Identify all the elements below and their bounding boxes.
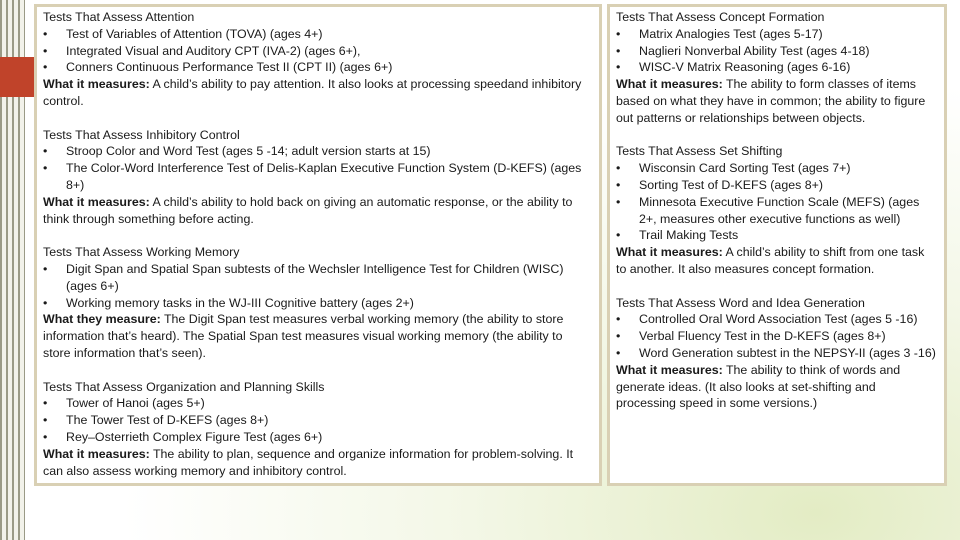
list-item: • Stroop Color and Word Test (ages 5 -14; adult version starts at 15) — [43, 144, 431, 159]
list-item: • Word Generation subtest in the NEPSY-II (ages 3 -16) — [616, 345, 936, 360]
section-working-memory — [43, 244, 593, 362]
list-item: • Tower of Hanoi (ages 5+) — [43, 396, 205, 411]
section-heading: Tests That Assess Organization and Planning Skills — [43, 379, 325, 394]
list-item: • Sorting Test of D-KEFS (ages 8+) — [616, 177, 823, 192]
bullet-icon: • — [616, 177, 621, 192]
section-heading: Tests That Assess Attention — [43, 10, 195, 24]
list-item: • Rey–Osterrieth Complex Figure Test (ages 6+) — [43, 429, 323, 444]
measure-paragraph — [43, 76, 593, 110]
bullet-icon: • — [43, 43, 48, 58]
bullet-icon: • — [616, 26, 621, 41]
test-list — [43, 395, 593, 445]
bullet-icon: • — [616, 228, 621, 243]
section-concept-formation — [616, 9, 938, 127]
bullet-icon: • — [616, 312, 621, 327]
measure-paragraph — [616, 362, 938, 412]
bullet-icon: • — [43, 60, 48, 75]
test-list — [43, 261, 593, 311]
measure-label: What it measures: — [43, 446, 150, 461]
list-item: • Matrix Analogies Test (ages 5-17) — [616, 26, 823, 41]
section-organization-planning — [43, 379, 593, 480]
bullet-icon: • — [43, 413, 48, 428]
measure-label: What it measures: — [43, 77, 150, 92]
measure-label: What it measures: — [616, 245, 723, 260]
section-heading: Tests That Assess Word and Idea Generation — [616, 295, 865, 310]
measure-text: A child’s ability to shift from one task to another. It also measures concept formation. — [616, 245, 925, 276]
bullet-icon: • — [43, 295, 48, 310]
section-heading: Tests That Assess Working Memory — [43, 245, 240, 260]
bullet-icon: • — [43, 26, 48, 41]
list-item: • Integrated Visual and Auditory CPT (IVA-2) (ages 6+), — [43, 43, 361, 58]
measure-label: What it measures: — [43, 194, 150, 209]
bullet-icon: • — [616, 194, 621, 209]
bullet-icon: • — [43, 161, 48, 176]
measure-paragraph — [43, 446, 593, 480]
list-item: • WISC-V Matrix Reasoning (ages 6-16) — [616, 60, 851, 75]
measure-paragraph — [616, 76, 938, 126]
section-inhibitory-control — [43, 127, 593, 228]
test-list — [616, 160, 938, 244]
measure-label: What they measure: — [43, 312, 161, 327]
list-item: • Wisconsin Card Sorting Test (ages 7+) — [616, 161, 851, 176]
section-set-shifting — [616, 143, 938, 277]
bullet-icon: • — [616, 43, 621, 58]
list-item: • Conners Continuous Performance Test II (CPT II) (ages 6+) — [43, 60, 393, 75]
section-attention — [43, 9, 593, 110]
list-item: • Test of Variables of Attention (TOVA) (ages 4+) — [43, 26, 323, 41]
measure-paragraph — [43, 194, 593, 228]
right-panel — [607, 4, 947, 486]
section-heading: Tests That Assess Inhibitory Control — [43, 127, 240, 142]
accent-block — [0, 57, 34, 97]
measure-text: The ability to form classes of items based on what they have in common; the ability to figure out patterns or relationships between objects. — [616, 77, 926, 125]
bullet-icon: • — [616, 60, 621, 75]
list-item: • Trail Making Tests — [616, 228, 739, 243]
measure-text: A child’s ability to hold back on giving an automatic response, or the ability to think through something before acting. — [43, 194, 573, 226]
bullet-icon: • — [616, 161, 621, 176]
list-item: • Minnesota Executive Function Scale (MEFS) (ages 2+, measures other executive functions as well) — [616, 194, 920, 226]
test-list — [43, 143, 593, 193]
list-item: • The Color-Word Interference Test of Delis-Kaplan Executive Function System (D-KEFS) (ages 8+) — [43, 161, 582, 192]
list-item: • Naglieri Nonverbal Ability Test (ages 4-18) — [616, 43, 870, 58]
bullet-icon: • — [43, 396, 48, 411]
measure-label: What it measures: — [616, 77, 723, 92]
measure-paragraph — [616, 244, 938, 278]
bullet-icon: • — [43, 429, 48, 444]
measure-text: The ability to think of words and generate ideas. (It also looks at set-shifting and processing speed in some versions.) — [616, 362, 901, 411]
measure-text: The ability to plan, sequence and organize information for problem-solving. It can also assess working memory and inhibitory control. — [43, 446, 574, 478]
bullet-icon: • — [43, 144, 48, 159]
measure-text: The Digit Span test measures verbal working memory (the ability to store information that’s heard). The Spatial Span test measures visual working memory (the ability to store information that’s seen). — [43, 312, 564, 360]
test-list — [43, 26, 593, 76]
measure-label: What it measures: — [616, 362, 723, 377]
left-panel — [34, 4, 602, 486]
test-list — [616, 26, 938, 76]
measure-text: A child’s ability to pay attention. It also looks at processing speedand inhibitory control. — [43, 77, 582, 108]
bullet-icon: • — [616, 345, 621, 360]
section-heading: Tests That Assess Set Shifting — [616, 144, 783, 159]
list-item: • Digit Span and Spatial Span subtests of the Wechsler Intelligence Test for Children (WISC) (ages 6+) — [43, 261, 564, 293]
test-list — [616, 311, 938, 361]
list-item: • Verbal Fluency Test in the D-KEFS (ages 8+) — [616, 329, 886, 344]
section-word-idea-generation — [616, 295, 938, 413]
list-item: • Working memory tasks in the WJ-III Cognitive battery (ages 2+) — [43, 295, 414, 310]
list-item: • The Tower Test of D-KEFS (ages 8+) — [43, 413, 269, 428]
bullet-icon: • — [616, 329, 621, 344]
bullet-icon: • — [43, 261, 48, 276]
section-heading: Tests That Assess Concept Formation — [616, 10, 825, 24]
list-item: • Controlled Oral Word Association Test (ages 5 -16) — [616, 312, 918, 327]
measure-paragraph — [43, 311, 593, 361]
